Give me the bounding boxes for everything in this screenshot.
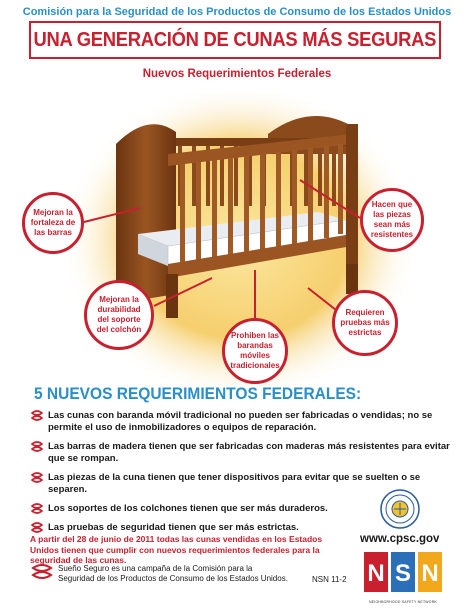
callout-drop-side-text: Prohiben las barandas móviles tradicionales: [230, 331, 280, 370]
title-box: [29, 21, 441, 59]
requirements-heading: 5 NUEVOS REQUERIMIENTOS FEDERALES:: [34, 385, 362, 403]
effective-date-notice: A partir del 28 de junio de 2011 todas las cunas vendidas en los Estados Unidos tienen que cumplir con nuevos requerimientos federales para la seguridad de las cunas.: [30, 534, 323, 565]
nsn-letter-n1: N: [367, 560, 385, 587]
sleep-logo-icon: [30, 441, 44, 453]
nsn-letter-n2: N: [421, 560, 439, 587]
requirement-text: Las barras de madera tienen que ser fabricadas con maderas más resistentes para evitar que se rompan.: [48, 441, 450, 464]
agency-name: Comisión para la Seguridad de los Productos de Consumo de los Estados Unidos: [22, 6, 452, 18]
sleep-logo-icon: [30, 472, 44, 484]
requirement-text: Los soportes de los colchones tienen que ser más duraderos.: [48, 503, 328, 514]
sleep-logo-icon: [30, 503, 44, 515]
campaign-text: Sueño Seguro es una campaña de la Comisión para la Seguridad de los Productos de Consumo de los Estados Unidos.: [58, 564, 288, 583]
list-item: [30, 441, 450, 465]
website-link[interactable]: www.cpsc.gov: [360, 533, 440, 545]
sleep-logo-icon: [30, 522, 44, 534]
requirement-text: Las pruebas de seguridad tienen que ser más estrictas.: [48, 522, 299, 533]
callout-testing: [332, 290, 398, 356]
requirement-text: Las cunas con baranda móvil tradicional no pueden ser fabricadas o vendidas; no se permite el uso de inmobilizadores o equipos de reparación.: [48, 410, 433, 433]
requirement-text: Las piezas de la cuna tienen que tener dispositivos para evitar que se suelten o se separen.: [48, 472, 421, 495]
nsn-tagline: NEIGHBORHOOD SAFETY NETWORK: [369, 600, 437, 604]
callout-mattress-support: [84, 280, 154, 350]
list-item: [30, 410, 450, 434]
crib-illustration: [108, 94, 364, 324]
sleep-logo-icon: [30, 410, 44, 422]
campaign-footer: [30, 564, 288, 584]
document-number: NSN 11-2: [312, 575, 347, 584]
page-title: UNA GENERACIÓN DE CUNAS MÁS SEGURAS: [33, 28, 437, 51]
callout-mattress-support-text: Mejoran la durabilidad del soporte del colchón: [96, 295, 142, 334]
callout-slat-strength-text: Mejoran la fortaleza de las barras: [30, 208, 76, 237]
cpsc-seal-icon: [380, 489, 420, 529]
nsn-letter-s: S: [394, 560, 412, 587]
nsn-logo: [362, 548, 444, 598]
safe-sleep-logo-icon: [30, 564, 54, 580]
callout-hardware: [360, 188, 424, 252]
callout-slat-strength: [22, 192, 84, 254]
callout-hardware-text: Hacen que las piezas sean más resistentes: [370, 200, 414, 239]
callout-drop-side: [222, 318, 288, 384]
page-subtitle: Nuevos Requerimientos Federales: [142, 68, 332, 80]
callout-testing-text: Requieren pruebas más estrictas: [340, 308, 390, 337]
